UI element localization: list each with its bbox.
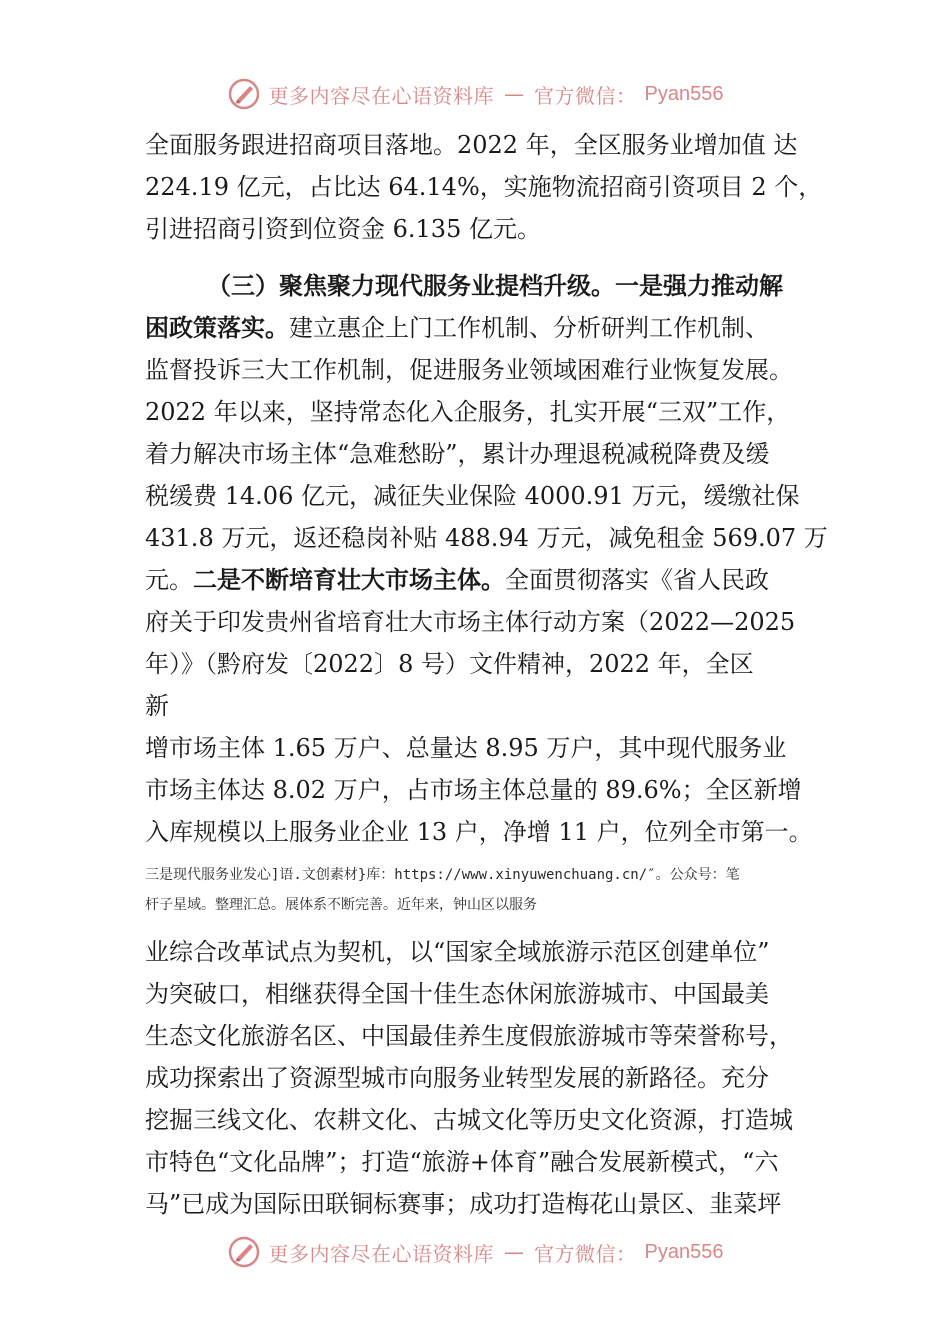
- watermark-separator: —: [504, 1240, 525, 1264]
- text-line: 全面服务跟进招商项目落地。2022 年，全区服务业增加值 达: [145, 131, 798, 159]
- text-segment: 元。: [145, 566, 193, 594]
- note-line: 杆子星域。整理汇总。展体系不断完善。近年来，钟山区以服务: [145, 897, 537, 913]
- text-line: 市场主体达 8.02 万户，占市场主体总量的 89.6%；全区新增: [145, 776, 802, 804]
- text-line: 为突破口，相继获得全国十佳生态休闲旅游城市、中国最美: [145, 980, 769, 1008]
- text-line: 2022 年以来，坚持常态化入企服务，扎实开展“三双”工作，: [145, 398, 791, 426]
- text-line: 年）》（黔府发〔2022〕8 号）文件精神，2022 年，全区: [145, 650, 754, 678]
- paragraph-block-1: [145, 124, 835, 250]
- header-watermark: [0, 72, 950, 116]
- text-line: 税缓费 14.06 亿元，减征失业保险 4000.91 万元，缓缴社保: [145, 482, 800, 510]
- text-segment: 全面贯彻落实《省人民政: [505, 566, 769, 594]
- brush-logo-icon: [227, 77, 261, 111]
- text-line: 监督投诉三大工作机制，促进服务业领域困难行业恢复发展。: [145, 356, 793, 384]
- watermark-label: 官方微信：: [534, 1241, 637, 1266]
- text-line: 府关于印发贵州省培育壮大市场主体行动方案（2022—2025: [145, 608, 796, 636]
- text-line: 着力解决市场主体“急难愁盼”，累计办理退税减税降费及缓: [145, 440, 770, 468]
- heading-continuation: 困政策落实。: [145, 314, 289, 342]
- text-line: 挖掘三线文化、农耕文化、古城文化等历史文化资源，打造城: [145, 1106, 793, 1134]
- text-line: 市特色“文化品牌”；打造“旅游+体育”融合发展新模式，“六: [145, 1148, 779, 1176]
- text-line: [145, 559, 835, 601]
- text-line: [145, 307, 835, 349]
- text-segment: 建立惠企上门工作机制、分析研判工作机制、: [289, 314, 769, 342]
- watermark-label: 官方微信：: [534, 83, 637, 108]
- text-line: 业综合改革试点为契机，以“国家全域旅游示范区创建单位”: [145, 938, 770, 966]
- source-note: [145, 860, 835, 920]
- text-line: 431.8 万元，返还稳岗补贴 488.94 万元，减免租金 569.07 万: [145, 524, 828, 552]
- text-line: 增市场主体 1.65 万户、总量达 8.95 万户，其中现代服务业: [145, 734, 787, 762]
- section-heading: （三）聚焦聚力现代服务业提档升级。一是强力推动解: [207, 272, 783, 300]
- paragraph-block-2: [145, 265, 835, 853]
- text-line: 引进招商引资到位资金 6.135 亿元。: [145, 215, 541, 243]
- text-line: 成功探索出了资源型城市向服务业转型发展的新路径。充分: [145, 1064, 769, 1092]
- watermark-handle: Pyan556: [644, 1240, 724, 1263]
- paragraph-block-3: [145, 931, 835, 1225]
- text-line: 新: [145, 692, 169, 720]
- bold-subheading: 二是不断培育壮大市场主体。: [193, 566, 505, 594]
- text-line: 入库规模以上服务业企业 13 户，净增 11 户，位列全市第一。: [145, 818, 813, 846]
- text-line: 生态文化旅游名区、中国最佳养生度假旅游城市等荣誉称号，: [145, 1022, 793, 1050]
- brush-logo-icon: [227, 1235, 261, 1269]
- note-line: 三是现代服务业发心]语.文创素材}库：https://www.xinyuwenchuang.cn/″。公众号：笔: [145, 867, 740, 883]
- text-line: 马”已成为国际田联铜标赛事；成功打造梅花山景区、韭菜坪: [145, 1190, 782, 1218]
- footer-watermark: [0, 1230, 950, 1274]
- watermark-separator: —: [504, 82, 525, 106]
- text-line: 224.19 亿元，占比达 64.14%，实施物流招商引资项目 2 个，: [145, 173, 823, 201]
- watermark-handle: Pyan556: [644, 82, 724, 105]
- watermark-title: 更多内容尽在心语资料库: [268, 83, 495, 108]
- watermark-title: 更多内容尽在心语资料库: [268, 1241, 495, 1266]
